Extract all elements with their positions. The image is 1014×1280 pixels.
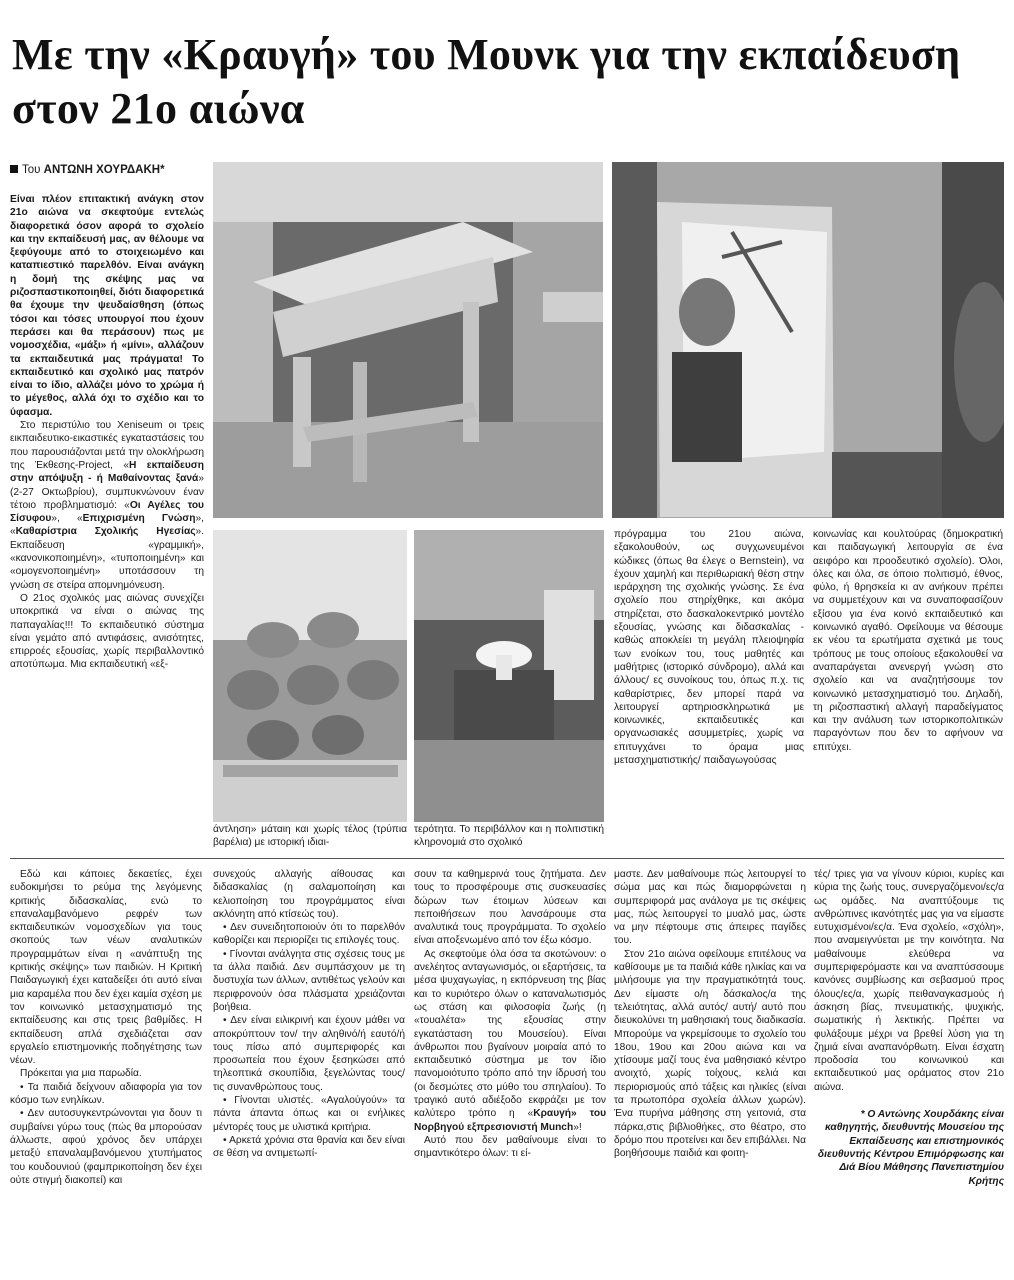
paragraph: Ας σκεφτούμε όλα όσα τα σκοτώνουν: ο ανελέητος ανταγωνισμός, οι εξαρτήσεις, τα μέσα ψυχαγωγίας, η εκπόρνευση της βίας και το κυριότερο όλων ο καταναλωτισμός ως στάση και φιλοσοφία ζωής (η «τουαλέτα» της εξουσίας στην εγκατάσταση του Μουσείου). Είναι άνθρωποι που βγαίνουν μοιραία από το εκπαιδευτικό σύστημα με τον ίδιο πανομοιότυπο τρόπο από την ίδρυσή του (οι δεσμώτες στο μύθο του σπηλαίου). Το τραγικό αυτό αδιέξοδο εκφράζει με τον καλύτερο τρόπο η «Κραυγή» του Νορβηγού εξπρεσιονιστή Munch»! xyxy=(414,948,606,1133)
paragraph: Αυτό που δεν μαθαίνουμε είναι το σημαντικότερο όλων: τι εί- xyxy=(414,1134,606,1160)
photo-mirror-scream xyxy=(612,162,1004,518)
bottom-column-2 xyxy=(213,868,405,1268)
paragraph: • Τα παιδιά δείχνουν αδιαφορία για τον κόσμο των ενηλίκων. xyxy=(10,1081,202,1107)
column-left xyxy=(10,193,204,853)
paragraph: • Γίνονται υλιστές. «Αγαλούγούν» τα πάντα άπαντα όπως και οι ενήλικες μέντορές τους με υλιστικά κριτήρια. xyxy=(213,1095,405,1133)
paragraph: • Δεν αυτοσυγκεντρώνονται για δουν τι συμβαίνει γύρω τους (πώς θα μπορούσαν άλλωστε, αφού χρόνος δεν υπάρχει μεταξύ επαναλαμβανόμενου χτυπήματος του κουδουνιού (φαμπρικοποίηση δεν έχει ούτε στιγμή διακοπεί) και xyxy=(10,1108,202,1186)
paragraph: πρόγραμμα του 21ου αιώνα, εξακολουθούν, ως συγχωνευμένοι κώδικες (όπως θα έλεγε ο Bernstein), να έχουν χαμηλή και περιθωριακή θέση στην ιεράρχηση της σχολικής γνώσης. Σε ένα σχολείο που στηρίχθηκε, και ακόμα στηρίζεται, στο δασκαλοκεντρικό μοντέλο εξουσίας, γνώσης και διδασκαλίας - καθώς αποκλείει τη μεγάλη πλειοψηφία των ενοίκων του, τους μαθητές και μαθήτριες (ιστορικό σύνδρομο), αλλά και άλλους/ ες συνοίκους του, όπως π.χ. τις καθαρίστριες, δεν μπορεί παρά να λειτουργεί αρτηριοσκληρωτικά με κοινωνικές, εκπαιδευτικές και οργανωσιακές ασυμμετρίες, χωρίς να επιτυγχάνει το όραμα μιας μετασχηματιστικής/ παιδαγωγούσας xyxy=(614,529,804,767)
bottom-column-5 xyxy=(814,868,1004,1268)
paragraph: • Δεν συνειδητοποιούν ότι το παρελθόν καθορίζει και περιορίζει τις επιλογές τους. xyxy=(213,922,405,947)
column-c xyxy=(614,528,804,853)
byline-author: ΑΝΤΩΝΗ ΧΟΥΡΔΑΚΗ* xyxy=(43,164,165,176)
bottom-column-1 xyxy=(10,868,202,1268)
author-footnote xyxy=(814,1108,1004,1188)
bottom-column-3 xyxy=(414,868,606,1268)
paragraph: Στο περιστύλιο του Xeniseum οι τρεις εικπαιδευτικο-εικαστικές εγκαταστάσεις του που παρουσιάζονται μετά την ολοκλήρωση της Έκθεσης-Project, «Η εκπαίδευση στην απόψυξη - ή Μαθαίνοντας ξανά» (2-27 Οκτωβρίου), συμπυκνώνουν έναν τέτοιο προβληματισμό: «Οι Αγέλες του Σίσυφου», «Επιχρισμένη Γνώση», «Καθαρίστρια Σχολικής Ηγεσίας». Εκπαίδευση «γραμμική», «κανονικοποιημένη», «τυποποιημένη» και «ομογενοποιημένη» υποτάσσουν τη γνώση σε στείρα απομνημόνευση. xyxy=(10,420,204,591)
footnote-text: * Ο Αντώνης Χουρδάκης είναι καθηγητής, διευθυντής Μουσείου της Εκπαίδευσης και επιστημονικός διευθυντής Κέντρου Επιμόρφωσης και Διά Βίου Μάθησης Πανεπιστημίου Κρήτης xyxy=(817,1109,1004,1187)
paragraph: • Δεν είναι ειλικρινή και έχουν μάθει να αποκρύπτουν τον/ την αληθινό/ή εαυτό/ή τους πίσω από συμπεριφορές και προσωπεία που έχουν ξεσηκώσει από τηλεοπτικά σκουπίδια, ξεγελώντας τους/ τις συνανθρώπους τους. xyxy=(213,1015,405,1093)
photo-school-desk xyxy=(213,162,603,518)
column-d xyxy=(813,528,1003,853)
paragraph: • Γίνονται ανάλγητα στις σχέσεις τους με τα άλλα παιδιά. Δεν συμπάσχουν με τη δυστυχία των άλλων, αντιθέτως γελούν και περιφρονούν όσα πλάσματα χρειάζονται βοήθεια. xyxy=(213,948,405,1013)
article-title: Με την «Κραυγή» του Μουνκ για την εκπαίδευση στον 21ο αιώνα xyxy=(12,30,961,133)
column-under-barrels xyxy=(213,823,407,853)
column-under-sink xyxy=(414,823,604,853)
photo-barrels xyxy=(213,530,407,822)
paragraph: τές/ τριες για να γίνουν κύριοι, κυρίες και κύρια της ζωής τους, συνεργαζόμενοι/ες/α ως ομάδες. Να αναπτύξουμε τις ανθρώπινες ικανότητές μας για να είμαστε ευτυχισμένοι/ες/α. Ένα σχολείο, «σχόλη», που αναμειγνύεται με την κοινότητα. Να μαθαίνουμε ελεύθερα να συμπεριφερόμαστε και να αναπτύσσουμε κανόνες συμβίωσης και σεβασμού προς όλους/ες/α, χωρίς πειθαναγκασμούς ή άσκηση βίας, πνευματικής, ψυχικής, σωματικής ή λεκτικής. Πρέπει να φυλάξουμε μέχρι να βρεθεί λύση για τη ζημιά είναι αναπανόρθωτη. Είναι έσχατη προδοσία του κοινωνικού και εκπαιδευτικού μας οράματος στον 21ο αιώνα. xyxy=(814,869,1004,1093)
byline xyxy=(10,162,210,178)
paragraph: συνεχούς αλλαγής αίθουσας και διδασκαλίας (η σαλαμοποίηση και κελιοποίηση του προγράμματος είναι ακλόνητη από κτίσεώς του). xyxy=(213,869,405,920)
paragraph: • Αρκετά χρόνια στα θρανία και δεν είναι σε θέση να αντιμετωπί- xyxy=(213,1134,405,1160)
paragraph: Εδώ και κάποιες δεκαετίες, έχει ευδοκιμήσει το ρεύμα της λεγόμενης κριτικής διδασκαλίας, ενώ το επαναλαμβανόμενο ρεφρέν των εκπαιδευτικών νομοσχεδίων για τους σκοπούς των νέων αναλυτικών προγραμμάτων είναι η «ανάπτυξη της κριτικής σκέψης» των παιδιών. Η Κριτική Παιδαγωγική έχει καταδείξει ότι αυτό είναι μια καραμέλα που δεν έχει καμία σχέση με τον κοινωνικό μετασχηματισμό της εκπαίδευσης και στις τρεις βαθμίδες. Η εκπαίδευση απλά σχεδιάζεται σαν εργαλείο επιστημονικής ποδηγέτησης των νέων. xyxy=(10,869,202,1067)
paragraph: τερότητα. Το περιβάλλον και η πολιτιστική κληρονομιά στο σχολικό xyxy=(414,824,604,849)
section-divider xyxy=(10,858,1004,859)
paragraph: άντληση» μάταιη και χωρίς τέλος (τρύπια βαρέλια) με ιστορική ιδιαι- xyxy=(213,824,407,849)
paragraph: Ο 21ος σχολικός μας αιώνας συνεχίζει υποκριτικά να είναι ο αιώνας της παπαγαλίας!!! Το εκπαιδευτικό σύστημα είναι γεμάτο από αντιφάσεις, ανισότητες, επιρροές εξουσίας, χωρίς περιβαλλοντικό αποτύπωμα. Μια εκπαιδευτική «εξ- xyxy=(10,592,204,671)
square-bullet-icon xyxy=(10,165,18,173)
paragraph: Πρόκειται για μια παρωδία. xyxy=(20,1068,142,1080)
paragraph: σουν τα καθημερινά τους ζητήματα. Δεν τους το προσφέρουμε στις συσκευασίες δώρων των έτοιμων λύσεων και πεποιθήσεων που λανσάρουμε στα αναλυτικά τους προγράμματα. Το σχολείο είναι αποξενωμένο από τον έξω κόσμο. xyxy=(414,869,606,947)
lead-paragraph: Είναι πλέον επιτακτική ανάγκη στον 21ο αιώνα να σκεφτούμε εντελώς διαφορετικά όσον αφορά το σχολείο και την εκπαίδευσή μας, αν θέλουμε να ξεφύγουμε από το στοιχειωμένο και καταπιεστικό παρελθόν. Είναι ανάγκη η δομή της σκέψης μας να ριζοσπαστικοποιηθεί, διότι διαφορετικά θα έχουμε την ψευδαίσθηση (όπως τόσοι και τόσες υπουργοί που έχουν περάσει και θα περάσουν) πως με νομοσχέδια, «μάξι» ή «μίνι», αλλάζουν τα εκπαιδευτικά μας πράγματα! Το εκπαιδευτικό και σχολικό μας πατρόν είναι το ίδιο, αλλάζει μόνο το χρώμα ή το μέγεθος, αλλά όχι το σχέδιο και το ύφασμα. xyxy=(10,194,204,418)
photo-sink xyxy=(414,530,604,822)
paragraph: κοινωνίας και κουλτούρας (δημοκρατική και παιδαγωγική λειτουργία σε ένα αειφόρο και προοδευτικό σχολείο). Όλοι, όλες και όλα, σε όποιο πολιτισμό, έθνος, φύλο, ή θρησκεία κι αν ανήκουν πρέπει να συμμετέχουν και να συναποφασίζουν εξίσου για ένα κοινό εκπαιδευτικό και κοινωνικό αγαθό. Οφείλουμε να θέσουμε εκ νέου τα ερωτήματα σχετικά με τους τρόπους με τους οποίους εξακολουθεί να αναπαράγεται ανενεργή γνώση στο σχολείο και να αναζητήσουμε τον κοινωνικό μετασχηματισμό του. Δηλαδή, τη ριζοσπαστική αλλαγή παραδείγματος και την ανάλυση των ιστορικοπολιτικών παραγόντων που δεν το αφήνουν να επιτύχει. xyxy=(813,529,1003,753)
byline-prefix: Του xyxy=(22,164,41,176)
paragraph: μαστε. Δεν μαθαίνουμε πώς λειτουργεί το σώμα μας και πώς διαμορφώνεται η συμπεριφορά μας ανάλογα με τις σκέψεις μας, πώς λειτουργεί το μυαλό μας, ώστε να μην πέφτουμε στις άπειρες παγίδες του. xyxy=(614,869,806,947)
bottom-column-4 xyxy=(614,868,806,1268)
paragraph: Στον 21ο αιώνα οφείλουμε επιτέλους να καθίσουμε με τα παιδιά κάθε ηλικίας και να μιλήσουμε για την πραγματικότητά τους. Δεν είμαστε ο/η δάσκαλος/α της τελειότητας, αλλά αυτός/ αυτή/ αυτό που διευκολύνει τη μαθησιακή τους διαδικασία. Μπορούμε να γκρεμίσουμε το σχολείο του 18ου, 19ου και 20ου αιώνα και να χτίσουμε μαζί τους ένα μαθησιακό κέντρο ανοιχτό, χωρίς τοίχους, κελιά και περιορισμούς από τάξεις και ηλικίες (είναι τα πρωτοπόρα σχολεία άλλων χωρών). Ένα πυρήνα μάθησης στη γειτονιά, στα πάρκα,στις βιβλιοθήκες, στο θέατρο, στο δρόμο που προτείνει και δεν επιβάλλει. Να βοηθήσουμε παιδιά και φοιτη- xyxy=(614,948,806,1160)
